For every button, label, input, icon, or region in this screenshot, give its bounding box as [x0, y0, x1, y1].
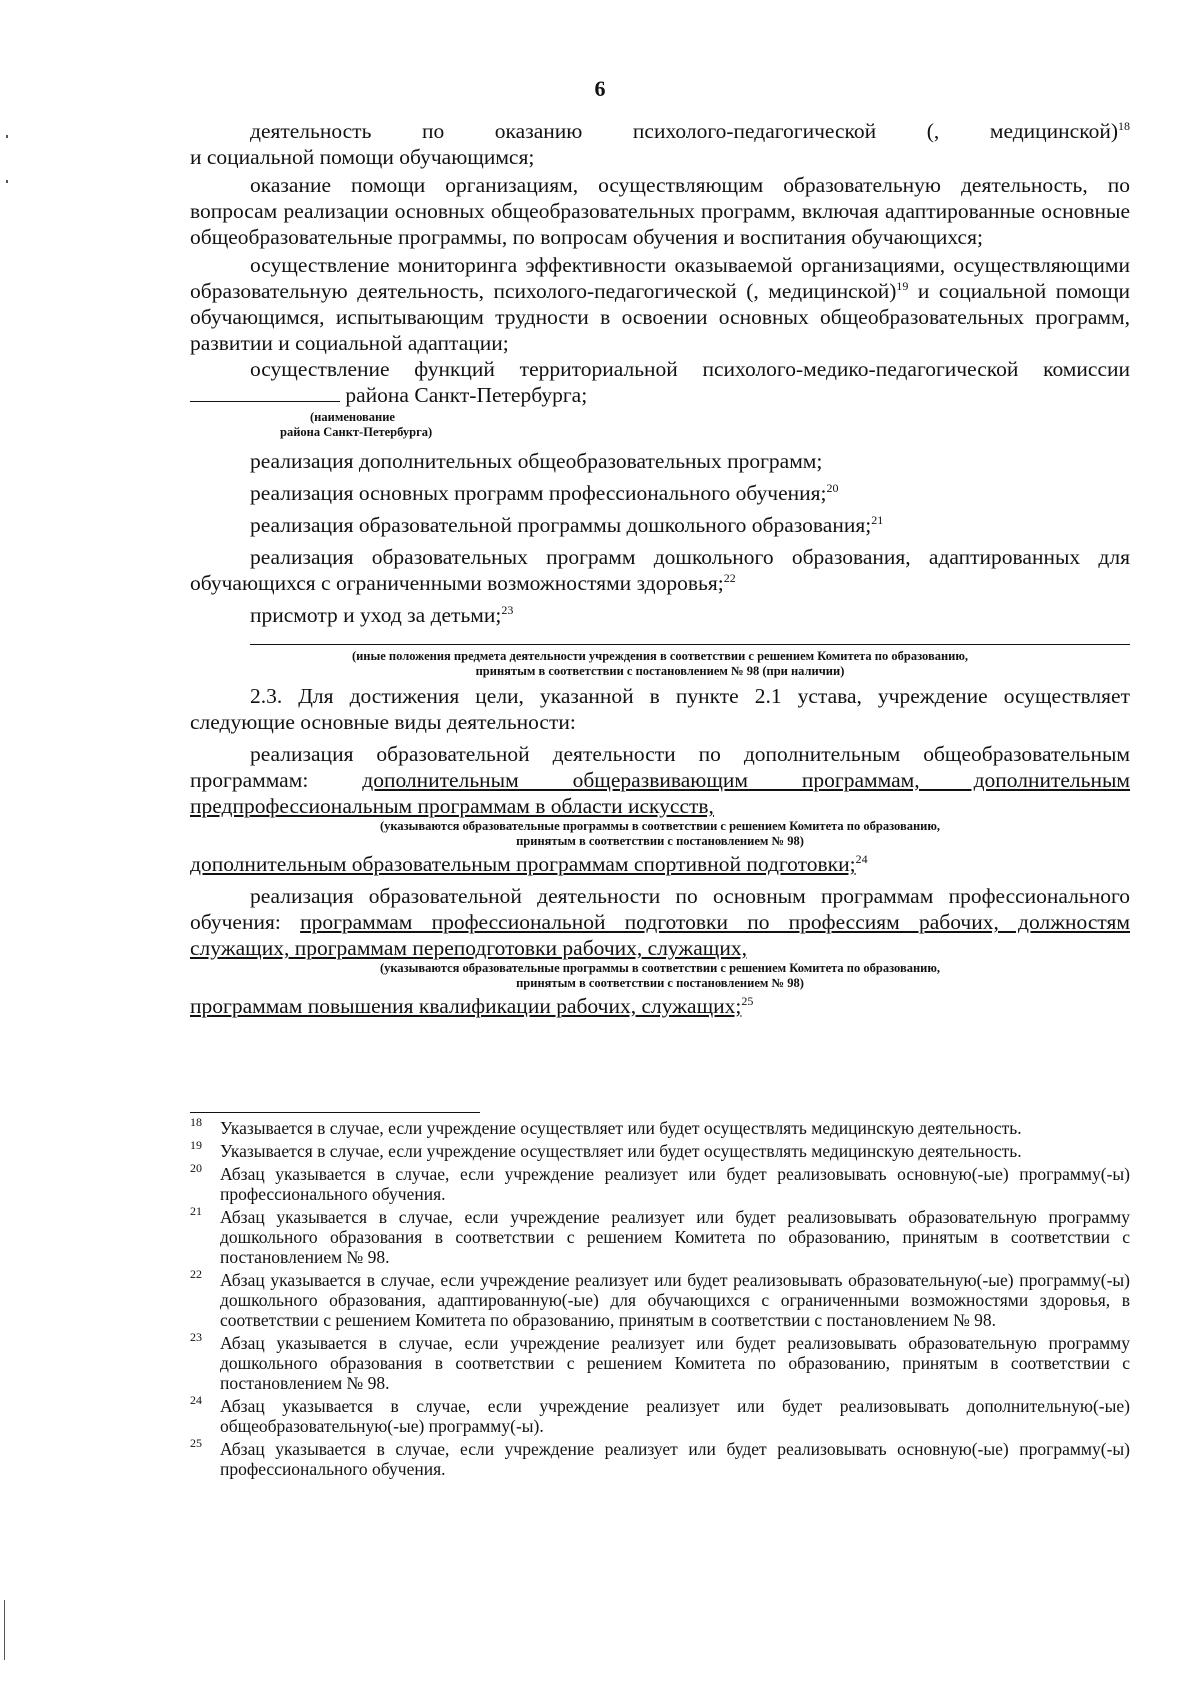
footnote-ref: 24 [855, 851, 868, 866]
paragraph-professional-training [190, 480, 1130, 506]
footnote-ref: 20 [826, 480, 839, 495]
footnote-number: 21 [190, 1204, 202, 1218]
footnote-ref: 22 [723, 570, 736, 585]
paragraph-text: реализация образовательной деятельности по дополнительным общеобразовательным программам: [190, 742, 1130, 792]
paragraph-additional-activity [190, 741, 1130, 819]
paragraph-preschool-adapted [190, 544, 1130, 596]
footnote-text: Абзац указывается в случае, если учреждение реализует или будет реализовывать основную(-ые) программу(-ы) профессионального обучения. [220, 1439, 1130, 1479]
programs-caption: (указываются образовательные программы в соответствии с решением Комитета по образованию, [379, 819, 941, 833]
footnote-number: 19 [190, 1138, 202, 1152]
footnote-text: Абзац указывается в случае, если учреждение реализует или будет реализовывать образовательную программу дошкольного образования в соответствии с решением Комитета по образованию, принятым в соответствии с постановлением № 98. [220, 1207, 1130, 1267]
paragraph-2-3: 2.3. Для достижения цели, указанной в пункте 2.1 устава, учреждение осуществляет следующие основные виды деятельности: [190, 684, 1130, 734]
paragraph-text: реализация образовательной деятельности по основным программам профессионального обучения: [190, 884, 1130, 934]
footnote-number: 23 [190, 1330, 202, 1344]
footnote-text: Абзац указывается в случае, если учреждение реализует или будет реализовывать дополнительную(-ые) общеобразовательную(-ые) программу(-ы). [220, 1396, 1130, 1436]
footnote-number: 20 [190, 1161, 202, 1175]
caption-line: района Санкт-Петербурга) [280, 425, 433, 439]
other-provisions-blank-line [250, 644, 1130, 645]
footnote-item [190, 1138, 1130, 1161]
footnote-separator [190, 1112, 480, 1113]
underlined-programs: дополнительным общеразвивающим программам, дополнительным предпрофессиональным программам в области искусств, [190, 768, 1130, 818]
footnote-item [190, 1436, 1130, 1479]
footnote-item [190, 1267, 1130, 1330]
paragraph-monitoring [190, 252, 1130, 356]
footnote-text: Абзац указывается в случае, если учреждение реализует или будет реализовывать основную(-ые) программу(-ы) профессионального обучения. [220, 1164, 1130, 1204]
footnote-item [190, 1330, 1130, 1393]
footnotes [190, 1115, 1130, 1482]
paragraph-text: района Санкт-Петербурга; [340, 383, 588, 407]
footnote-ref: 18 [1118, 118, 1130, 133]
underlined-programs: программам профессиональной подготовки по профессиям рабочих, должностям служащих, программам переподготовки рабочих, служащих, [190, 910, 1130, 960]
footnote-number: 24 [190, 1393, 202, 1407]
caption-line: (наименование [310, 410, 395, 424]
paragraph-professional-activity [190, 883, 1130, 961]
footnote-item [190, 1161, 1130, 1204]
paragraph-psych-activity [190, 118, 1130, 144]
footnote-text: Указывается в случае, если учреждение осуществляет или будет осуществлять медицинскую деятельность. [220, 1141, 1022, 1161]
programs-caption: (указываются образовательные программы в соответствии с решением Комитета по образованию, [379, 961, 941, 975]
underlined-programs: дополнительным образовательным программам спортивной подготовки; [190, 852, 856, 876]
footnote-number: 18 [190, 1115, 202, 1129]
scan-mark [4, 1600, 5, 1660]
paragraph-text: реализация образовательных программ дошкольного образования, адаптированных для обучающихся с ограниченными возможностями здоровья; [190, 545, 1130, 595]
footnote-number: 25 [190, 1436, 202, 1450]
paragraph-text: осуществление мониторинга эффективности оказываемой организациями, осуществляющими образовательную деятельность, психолого-педагогической (, медицинской) [190, 253, 1130, 303]
footnote-number: 22 [190, 1267, 202, 1281]
paragraph-childcare [190, 602, 1130, 628]
paragraph-text: присмотр и уход за детьми; [250, 603, 502, 627]
paragraph-text: деятельность по оказанию психолого-педагогической (, медицинской) [250, 119, 1118, 143]
footnote-ref: 21 [871, 512, 884, 527]
document-body [190, 118, 1130, 1019]
footnote-ref: 25 [741, 993, 754, 1008]
paragraph-sport-programs [190, 851, 1130, 877]
paragraph-commission [190, 356, 1130, 408]
footnote-item [190, 1115, 1130, 1138]
paragraph-help-organizations: оказание помощи организациям, осуществляющим образовательную деятельность, по вопросам реализации основных общеобразовательных программ, включая адаптированные основные общеобразовательные программы, по вопросам обучения и воспитания обучающихся; [190, 173, 1130, 249]
footnote-text: Указывается в случае, если учреждение осуществляет или будет осуществлять медицинскую деятельность. [220, 1118, 1022, 1138]
district-name-blank [190, 383, 340, 402]
paragraph-text: реализация образовательной программы дошкольного образования; [250, 513, 872, 537]
footnote-text: Абзац указывается в случае, если учреждение реализует или будет реализовывать образовательную программу дошкольного образования в соответствии с решением Комитета по образованию, принятым в соответствии с постановлением № 98. [220, 1333, 1130, 1393]
paragraph-text: реализация основных программ профессионального обучения; [250, 481, 827, 505]
footnote-text: Абзац указывается в случае, если учреждение реализует или будет реализовывать образовательную(-ые) программу(-ы) дошкольного образования, адаптированную(-ые) для обучающихся с ограниченными возможностями здоровья, в соответствии с решением Комитета по образованию, принятым в соответствии с постановлением № 98. [220, 1270, 1130, 1330]
page-number: 6 [594, 76, 606, 101]
footnote-item [190, 1393, 1130, 1436]
paragraph-additional-programs: реализация дополнительных общеобразовательных программ; [250, 449, 823, 473]
paragraph-qualification-programs [190, 993, 1130, 1019]
programs-caption: принятым в соответствии с постановлением № 98) [516, 976, 804, 990]
scan-mark [6, 180, 8, 183]
other-provisions-caption: (иные положения предмета деятельности учреждения в соответствии с решением Комитета по образованию, [351, 649, 969, 663]
footnote-item [190, 1204, 1130, 1267]
paragraph-psych-activity-cont: и социальной помощи обучающимся; [190, 145, 535, 169]
other-provisions-caption: принятым в соответствии с постановлением № 98 (при наличии) [475, 664, 845, 678]
underlined-programs: программам повышения квалификации рабочих, служащих; [190, 994, 742, 1018]
programs-caption: принятым в соответствии с постановлением № 98) [516, 834, 804, 848]
district-caption [280, 410, 1130, 440]
footnote-ref: 19 [896, 278, 909, 293]
paragraph-text: осуществление функций территориальной психолого-медико-педагогической комиссии [250, 357, 1130, 381]
footnote-ref: 23 [501, 602, 514, 617]
scan-mark [6, 135, 8, 138]
paragraph-text: и социальной помощи обучающимся, испытывающим трудности в освоении основных общеобразовательных программ, развитии и социальной адаптации; [190, 279, 1130, 355]
paragraph-preschool [190, 512, 1130, 538]
